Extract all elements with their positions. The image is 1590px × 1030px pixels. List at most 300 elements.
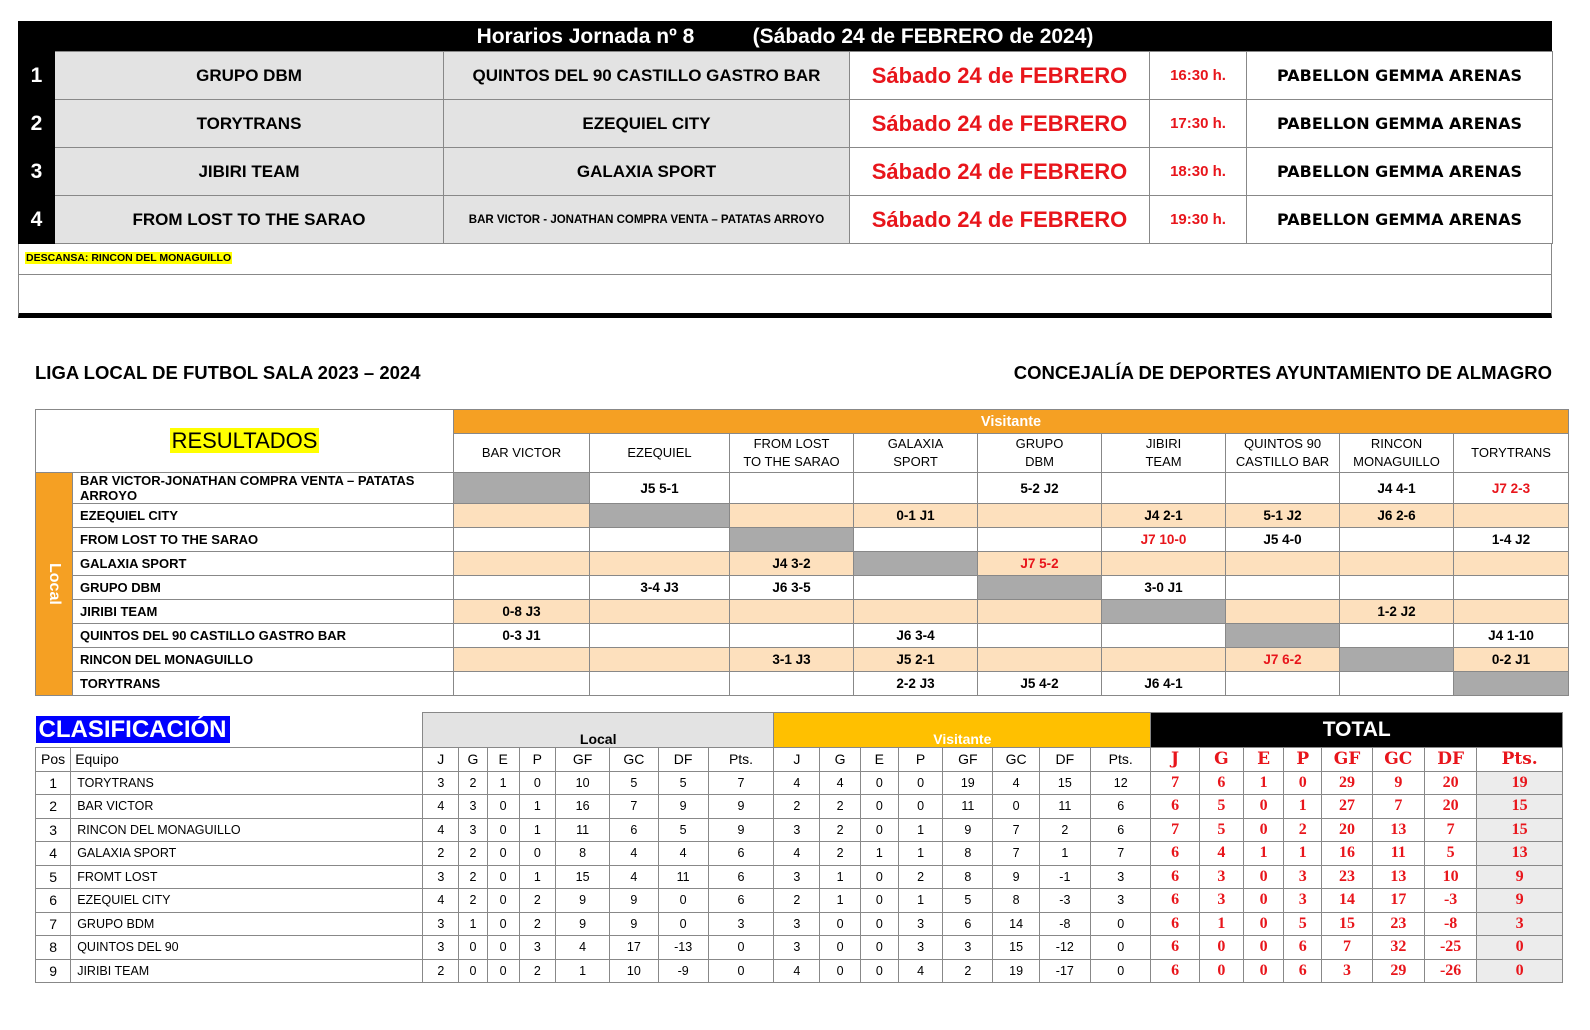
total-stat: 0 [1243, 889, 1283, 913]
standings-team: GRUPO BDM [71, 912, 423, 936]
visitor-stat: 11 [1039, 795, 1090, 819]
visitor-stat: 12 [1090, 771, 1150, 795]
total-stat-header: J [1151, 747, 1199, 771]
result-cell [978, 648, 1102, 672]
local-band [36, 473, 73, 696]
total-stat: 6 [1284, 959, 1322, 983]
total-stat: 0 [1199, 936, 1243, 960]
result-cell: J7 2-3 [1454, 473, 1569, 504]
local-stat: 2 [459, 771, 487, 795]
visitor-stat: 1 [820, 865, 860, 889]
total-stat: 1 [1243, 771, 1283, 795]
standings-row [36, 865, 1563, 889]
self-match-cell [1226, 624, 1340, 648]
result-cell [1340, 576, 1454, 600]
results-row-team: RINCON DEL MONAGUILLO [73, 648, 454, 672]
total-stat-header: GF [1322, 747, 1372, 771]
total-stat: 3 [1284, 889, 1322, 913]
result-cell [1454, 504, 1569, 528]
result-cell [1226, 473, 1340, 504]
visitor-stat-header: P [898, 747, 942, 771]
total-stat: 6 [1284, 936, 1322, 960]
result-cell [1226, 672, 1340, 696]
visitor-stat: 1 [898, 818, 942, 842]
result-cell: J7 6-2 [1226, 648, 1340, 672]
total-stat: 20 [1424, 771, 1476, 795]
local-stat: 2 [423, 842, 459, 866]
result-cell: 0-3 J1 [454, 624, 590, 648]
result-cell [454, 672, 590, 696]
visitor-stat: 11 [943, 795, 993, 819]
home-team: JIBIRI TEAM [55, 148, 444, 196]
standings-row [36, 795, 1563, 819]
result-cell [1454, 576, 1569, 600]
visitor-stat: 0 [860, 889, 898, 913]
total-stat: -3 [1424, 889, 1476, 913]
visitor-stat: 2 [820, 842, 860, 866]
total-stat: 23 [1322, 865, 1372, 889]
local-stat: 2 [459, 889, 487, 913]
match-row [19, 148, 1553, 196]
total-stat: 27 [1322, 795, 1372, 819]
local-stat: 4 [658, 842, 708, 866]
match-row [19, 100, 1553, 148]
visitor-stat: 0 [820, 912, 860, 936]
self-match-cell [730, 528, 854, 552]
visitor-stat-header: G [820, 747, 860, 771]
result-cell: J7 10-0 [1102, 528, 1226, 552]
result-cell [590, 648, 730, 672]
result-cell: 3-4 J3 [590, 576, 730, 600]
local-stat: 4 [423, 889, 459, 913]
local-stat-header: G [459, 747, 487, 771]
result-cell: J5 5-1 [590, 473, 730, 504]
result-cell [854, 528, 978, 552]
result-cell: J7 5-2 [978, 552, 1102, 576]
local-stat-header: GC [610, 747, 658, 771]
standings-team: QUINTOS DEL 90 [71, 936, 423, 960]
result-cell: J5 4-0 [1226, 528, 1340, 552]
local-stat: 0 [487, 865, 519, 889]
total-stat: 9 [1372, 771, 1424, 795]
local-stat: 15 [555, 865, 609, 889]
visitor-stat: 0 [860, 959, 898, 983]
total-stat: 20 [1424, 795, 1476, 819]
rest-note: DESCANSA: RINCON DEL MONAGUILLO [26, 252, 232, 264]
local-stat: 4 [423, 795, 459, 819]
result-cell [730, 504, 854, 528]
local-label: Local [46, 563, 63, 605]
total-stat-header: E [1243, 747, 1283, 771]
local-stat-header: GF [555, 747, 609, 771]
visitor-stat: 3 [898, 912, 942, 936]
visitor-stat-header: GF [943, 747, 993, 771]
total-stat: 3 [1477, 912, 1563, 936]
self-match-cell [590, 504, 730, 528]
results-row-team: JIRIBI TEAM [73, 600, 454, 624]
local-stat: 0 [658, 889, 708, 913]
result-cell: 1-4 J2 [1454, 528, 1569, 552]
total-stat: 2 [1284, 818, 1322, 842]
match-number: 2 [19, 100, 55, 148]
local-stat: 0 [487, 936, 519, 960]
total-stat: 3 [1284, 865, 1322, 889]
result-cell: 2-2 J3 [854, 672, 978, 696]
local-stat: 10 [610, 959, 658, 983]
visitor-stat: -3 [1039, 889, 1090, 913]
schedule-table [18, 51, 1553, 244]
total-stat: 13 [1372, 818, 1424, 842]
visitor-stat-header: J [774, 747, 820, 771]
local-stat: 1 [487, 771, 519, 795]
total-stat: 0 [1284, 771, 1322, 795]
visitor-stat: 7 [1090, 842, 1150, 866]
result-cell: 0-2 J1 [1454, 648, 1569, 672]
total-stat: 7 [1151, 771, 1199, 795]
visitor-stat: 15 [1039, 771, 1090, 795]
total-stat: 0 [1243, 936, 1283, 960]
match-time: 18:30 h. [1150, 148, 1247, 196]
visitor-stat: 0 [1090, 936, 1150, 960]
match-date: Sábado 24 de FEBRERO [850, 148, 1150, 196]
standings-row [36, 771, 1563, 795]
self-match-cell [1454, 672, 1569, 696]
visitor-stat: 5 [943, 889, 993, 913]
match-venue: PABELLON GEMMA ARENAS [1247, 100, 1553, 148]
local-stat: 0 [519, 771, 555, 795]
results-row [36, 576, 1569, 600]
local-stat: 3 [423, 936, 459, 960]
standings-team: BAR VICTOR [71, 795, 423, 819]
match-number: 1 [19, 52, 55, 100]
standings-team: JIRIBI TEAM [71, 959, 423, 983]
visitor-stat: 4 [898, 959, 942, 983]
result-cell [1340, 624, 1454, 648]
total-stat: 17 [1372, 889, 1424, 913]
visitor-stat: 6 [943, 912, 993, 936]
visitor-stat-header: E [860, 747, 898, 771]
total-stat: 1 [1199, 912, 1243, 936]
local-stat: 0 [487, 889, 519, 913]
local-stat: 5 [658, 818, 708, 842]
total-stat-header: G [1199, 747, 1243, 771]
standings-row [36, 889, 1563, 913]
match-date: Sábado 24 de FEBRERO [850, 100, 1150, 148]
visitor-stat: 4 [774, 842, 820, 866]
result-cell [1340, 552, 1454, 576]
total-stat: 6 [1151, 912, 1199, 936]
visitor-stat: 8 [943, 842, 993, 866]
total-stat: 5 [1199, 818, 1243, 842]
result-cell [730, 473, 854, 504]
result-cell [1226, 600, 1340, 624]
result-cell [1102, 552, 1226, 576]
visitor-stat: 1 [898, 842, 942, 866]
visitor-stat-header: DF [1039, 747, 1090, 771]
local-stat: 5 [610, 771, 658, 795]
local-stat: 2 [459, 842, 487, 866]
visitor-stat: 6 [1090, 818, 1150, 842]
visitor-stat: 3 [1090, 889, 1150, 913]
results-row-team: GRUPO DBM [73, 576, 454, 600]
home-team: FROM LOST TO THE SARAO [55, 196, 444, 244]
total-stat-header: GC [1372, 747, 1424, 771]
visitor-stat: -17 [1039, 959, 1090, 983]
visitor-stat: 0 [993, 795, 1039, 819]
visitor-stat: 2 [820, 795, 860, 819]
total-stat: -25 [1424, 936, 1476, 960]
visitor-group-header: Visitante [774, 713, 1151, 748]
visitor-column-header: GRUPO DBM [978, 434, 1102, 473]
result-cell [978, 624, 1102, 648]
away-team: QUINTOS DEL 90 CASTILLO GASTRO BAR [444, 52, 850, 100]
standings-position: 7 [36, 912, 71, 936]
match-row [19, 52, 1553, 100]
visitor-stat: 8 [943, 865, 993, 889]
visitor-stat: 0 [1090, 959, 1150, 983]
total-stat: 5 [1424, 842, 1476, 866]
standings-position: 5 [36, 865, 71, 889]
local-stat: 6 [708, 889, 773, 913]
total-stat: 13 [1372, 865, 1424, 889]
result-cell [854, 576, 978, 600]
local-stat: 0 [519, 842, 555, 866]
local-stat: 16 [555, 795, 609, 819]
local-stat: 7 [708, 771, 773, 795]
visitor-band: Visitante [454, 410, 1569, 434]
results-title-cell [36, 410, 454, 473]
local-stat: 0 [487, 959, 519, 983]
schedule-panel [18, 21, 1552, 318]
local-stat: 0 [708, 959, 773, 983]
result-cell [590, 672, 730, 696]
visitor-stat: 2 [943, 959, 993, 983]
local-stat: 6 [708, 842, 773, 866]
standings-position: 9 [36, 959, 71, 983]
visitor-stat: 2 [820, 818, 860, 842]
total-stat: 20 [1322, 818, 1372, 842]
local-stat: 3 [519, 936, 555, 960]
total-stat: 0 [1243, 912, 1283, 936]
total-stat: 15 [1477, 795, 1563, 819]
result-cell [454, 504, 590, 528]
total-stat: 5 [1199, 795, 1243, 819]
total-stat: 29 [1322, 771, 1372, 795]
total-stat: 0 [1243, 959, 1283, 983]
local-stat: 0 [487, 842, 519, 866]
total-stat: 5 [1284, 912, 1322, 936]
total-stat: 32 [1372, 936, 1424, 960]
results-row [36, 672, 1569, 696]
total-stat: 0 [1477, 936, 1563, 960]
local-stat: 0 [487, 818, 519, 842]
match-row [19, 196, 1553, 244]
local-stat: 0 [708, 936, 773, 960]
standings-position: 1 [36, 771, 71, 795]
visitor-stat-header: Pts. [1090, 747, 1150, 771]
visitor-stat: 8 [993, 889, 1039, 913]
visitor-stat: 0 [860, 936, 898, 960]
visitor-stat: 0 [898, 771, 942, 795]
total-stat: 3 [1322, 959, 1372, 983]
visitor-stat: 2 [774, 795, 820, 819]
visitor-stat: 0 [860, 818, 898, 842]
result-cell: J6 4-1 [1102, 672, 1226, 696]
result-cell: 5-1 J2 [1226, 504, 1340, 528]
schedule-header: Horarios Jornada nº 8 (Sábado 24 de FEBRERO de 2024) [18, 21, 1552, 51]
results-row-team: FROM LOST TO THE SARAO [73, 528, 454, 552]
visitor-stat: 3 [774, 865, 820, 889]
results-row [36, 528, 1569, 552]
local-stat: 6 [708, 865, 773, 889]
match-date: Sábado 24 de FEBRERO [850, 196, 1150, 244]
visitor-stat: 4 [820, 771, 860, 795]
visitor-stat: 1 [860, 842, 898, 866]
total-stat: 6 [1199, 771, 1243, 795]
local-stat: 11 [658, 865, 708, 889]
result-cell [1226, 552, 1340, 576]
visitor-stat: -12 [1039, 936, 1090, 960]
standings-position: 4 [36, 842, 71, 866]
visitor-column-header: JIBIRI TEAM [1102, 434, 1226, 473]
local-stat: 4 [555, 936, 609, 960]
total-stat: 0 [1243, 818, 1283, 842]
visitor-stat: 3 [774, 936, 820, 960]
standings-position: 8 [36, 936, 71, 960]
local-stat: 9 [708, 795, 773, 819]
total-stat: 7 [1322, 936, 1372, 960]
local-stat: 1 [459, 912, 487, 936]
away-team: EZEQUIEL CITY [444, 100, 850, 148]
local-stat: -13 [658, 936, 708, 960]
visitor-stat: 0 [860, 912, 898, 936]
total-stat: 3 [1199, 865, 1243, 889]
result-cell [1102, 473, 1226, 504]
match-date: Sábado 24 de FEBRERO [850, 52, 1150, 100]
result-cell [1340, 672, 1454, 696]
result-cell [1340, 528, 1454, 552]
local-stat-header: J [423, 747, 459, 771]
visitor-stat: 0 [820, 936, 860, 960]
visitor-stat: 0 [820, 959, 860, 983]
visitor-stat: 2 [1039, 818, 1090, 842]
visitor-stat: 4 [774, 959, 820, 983]
result-cell [1454, 600, 1569, 624]
local-stat: 0 [459, 936, 487, 960]
local-stat: 7 [610, 795, 658, 819]
total-stat-header: Pts. [1477, 747, 1563, 771]
local-stat-header: Pts. [708, 747, 773, 771]
standings-row [36, 936, 1563, 960]
visitor-stat: 3 [774, 818, 820, 842]
total-stat: 6 [1151, 936, 1199, 960]
visitor-stat: 9 [943, 818, 993, 842]
total-stat: 10 [1424, 865, 1476, 889]
visitor-stat: 6 [1090, 795, 1150, 819]
result-cell [730, 600, 854, 624]
visitor-column-header: GALAXIA SPORT [854, 434, 978, 473]
visitor-stat: 9 [993, 865, 1039, 889]
visitor-stat: 1 [820, 889, 860, 913]
visitor-stat: -1 [1039, 865, 1090, 889]
visitor-column-header: FROM LOST TO THE SARAO [730, 434, 854, 473]
standings-team: TORYTRANS [71, 771, 423, 795]
local-stat: 4 [610, 865, 658, 889]
self-match-cell [1102, 600, 1226, 624]
visitor-stat: 1 [898, 889, 942, 913]
self-match-cell [854, 552, 978, 576]
visitor-stat: 1 [1039, 842, 1090, 866]
match-venue: PABELLON GEMMA ARENAS [1247, 52, 1553, 100]
total-stat: -26 [1424, 959, 1476, 983]
local-stat: 2 [519, 912, 555, 936]
result-cell [730, 672, 854, 696]
total-stat-header: P [1284, 747, 1322, 771]
match-number: 4 [19, 196, 55, 244]
visitor-stat: 2 [898, 865, 942, 889]
result-cell [454, 576, 590, 600]
match-time: 16:30 h. [1150, 52, 1247, 100]
result-cell [454, 648, 590, 672]
result-cell [978, 504, 1102, 528]
local-stat: 17 [610, 936, 658, 960]
standings-row [36, 959, 1563, 983]
total-stat: 6 [1151, 842, 1199, 866]
total-stat: 23 [1372, 912, 1424, 936]
standings-team: GALAXIA SPORT [71, 842, 423, 866]
total-stat: 0 [1199, 959, 1243, 983]
total-stat: 6 [1151, 795, 1199, 819]
result-cell [1102, 624, 1226, 648]
total-stat: 6 [1151, 865, 1199, 889]
total-stat: 1 [1284, 795, 1322, 819]
result-cell: J6 2-6 [1340, 504, 1454, 528]
self-match-cell [454, 473, 590, 504]
total-stat: 19 [1477, 771, 1563, 795]
total-stat: 13 [1477, 842, 1563, 866]
visitor-column-header: TORYTRANS [1454, 434, 1569, 473]
result-cell [1102, 648, 1226, 672]
standings-row [36, 842, 1563, 866]
results-row-team: BAR VICTOR-JONATHAN COMPRA VENTA – PATATAS ARROYO [73, 473, 454, 504]
match-venue: PABELLON GEMMA ARENAS [1247, 148, 1553, 196]
local-stat: 3 [423, 865, 459, 889]
results-row-team: GALAXIA SPORT [73, 552, 454, 576]
local-stat: 5 [658, 771, 708, 795]
local-stat: 2 [423, 959, 459, 983]
local-stat-header: E [487, 747, 519, 771]
local-stat: 2 [519, 959, 555, 983]
standings-table [35, 712, 1563, 983]
local-stat: 9 [610, 912, 658, 936]
result-cell [590, 528, 730, 552]
league-title: LIGA LOCAL DE FUTBOL SALA 2023 – 2024 [35, 362, 421, 383]
local-stat: 1 [555, 959, 609, 983]
pos-header: Pos [36, 747, 71, 771]
blank-row [18, 275, 1552, 318]
visitor-stat: 3 [943, 936, 993, 960]
away-team: GALAXIA SPORT [444, 148, 850, 196]
result-cell: 0-1 J1 [854, 504, 978, 528]
local-stat: 2 [459, 865, 487, 889]
total-stat: -8 [1424, 912, 1476, 936]
total-stat: 0 [1243, 795, 1283, 819]
total-stat: 9 [1477, 865, 1563, 889]
visitor-column-header: QUINTOS 90 CASTILLO BAR [1226, 434, 1340, 473]
visitor-column-header: EZEQUIEL [590, 434, 730, 473]
organization-title: CONCEJALÍA DE DEPORTES AYUNTAMIENTO DE ALMAGRO [1013, 362, 1552, 383]
local-stat: 9 [555, 912, 609, 936]
